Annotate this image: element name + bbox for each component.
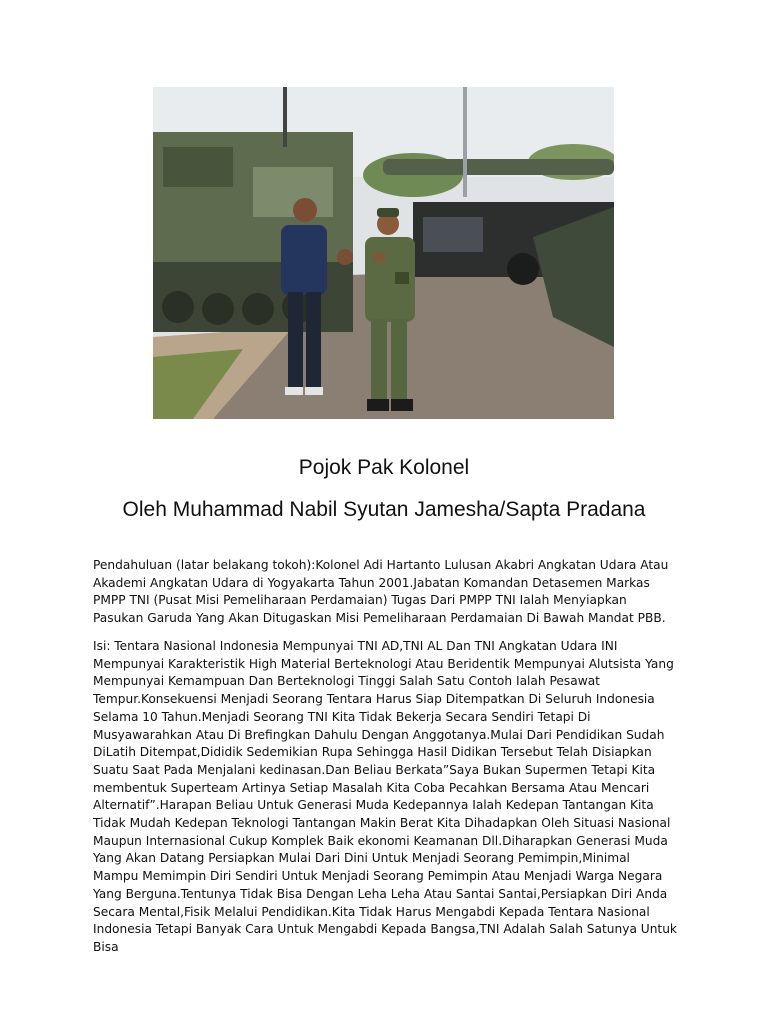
paragraph-intro: Pendahuluan (latar belakang tokoh):Kolonel Adi Hartanto Lulusan Akabri Angkatan Udara Atau Akademi Angkatan Udara di Yogyakarta Tahun 2001.Jabatan Komandan Detasemen Markas PMPP TNI (Pusat Misi Pemeliharaan Perdamaian) Tugas Dari PMPP TNI Ialah Menyiapkan Pasukan Garuda Yang Akan Ditugaskan Misi Pemeliharaan Perdamaian Di Bawah Mandat PBB. [93,558,669,626]
article-photo [153,87,614,419]
paragraph-content: Isi: Tentara Nasional Indonesia Mempunyai TNI AD,TNI AL Dan TNI Angkatan Udara INI Mempunyai Karakteristik High Material Berteknologi Atau Beridentik Mempunyai Alutsista Yang Mempunyai Kemampuan Dan Berteknologi Tinggi Salah Satu Contoh Ialah Pesawat Tempur.Konsekuensi Menjadi Seorang Tentara Harus Siap Ditempatkan Di Seluruh Indonesia Selama 10 Tahun.Menjadi Seorang TNI Kita Tidak Bekerja Secara Sendiri Tetapi Di Musyawarahkan Atau Di Brefingkan Dahulu Dengan Anggotanya.Mulai Dari Pendidikan Sudah DiLatih Ditempat,Dididik Sedemikian Rupa Sehingga Hasil Didikan Tersebut Telah Disiapkan Suatu Saat Pada Menjalani kedinasan.Dan Beliau Berkata”Saya Bukan Supermen Tetapi Kita membentuk Superteam Artinya Setiap Masalah Kita Coba Pecahkan Bersama Atau Mencari Alternatif”.Harapan Beliau Untuk Generasi Muda Kedepannya Ialah Kedepan Tantangan Kita Tidak Mudah Kedepan Teknologi Tantangan Makin Berat Kita Dihadapkan Oleh Situasi Nasional Maupun Internasional Cukup Komplek Baik ekonomi Keamanan Dll.Diharapkan Generasi Muda Yang Akan Datang Persiapkan Mulai Dari Dini Untuk Menjadi Seorang Pemimpin,Minimal Mampu Memimpin Diri Sendiri Untuk Menjadi Seorang Pemimpin Atau Menjadi Warga Negara Yang Berguna.Tentunya Tidak Bisa Dengan Leha Leha Atau Santai Santai,Persiapkan Diri Anda Secara Mental,Fisik Melalui Pendidikan.Kita Tidak Harus Mengabdi Kepada Tentara Nasional Indonesia Tetapi Banyak Cara Untuk Mengabdi Kepada Bangsa,TNI Adalah Salah Satunya Untuk Bisa [93,639,677,954]
article-author: Oleh Muhammad Nabil Syutan Jamesha/Sapta Pradana [122,498,646,521]
photo-icon [153,87,614,419]
article-title: Pojok Pak Kolonel [298,456,470,479]
